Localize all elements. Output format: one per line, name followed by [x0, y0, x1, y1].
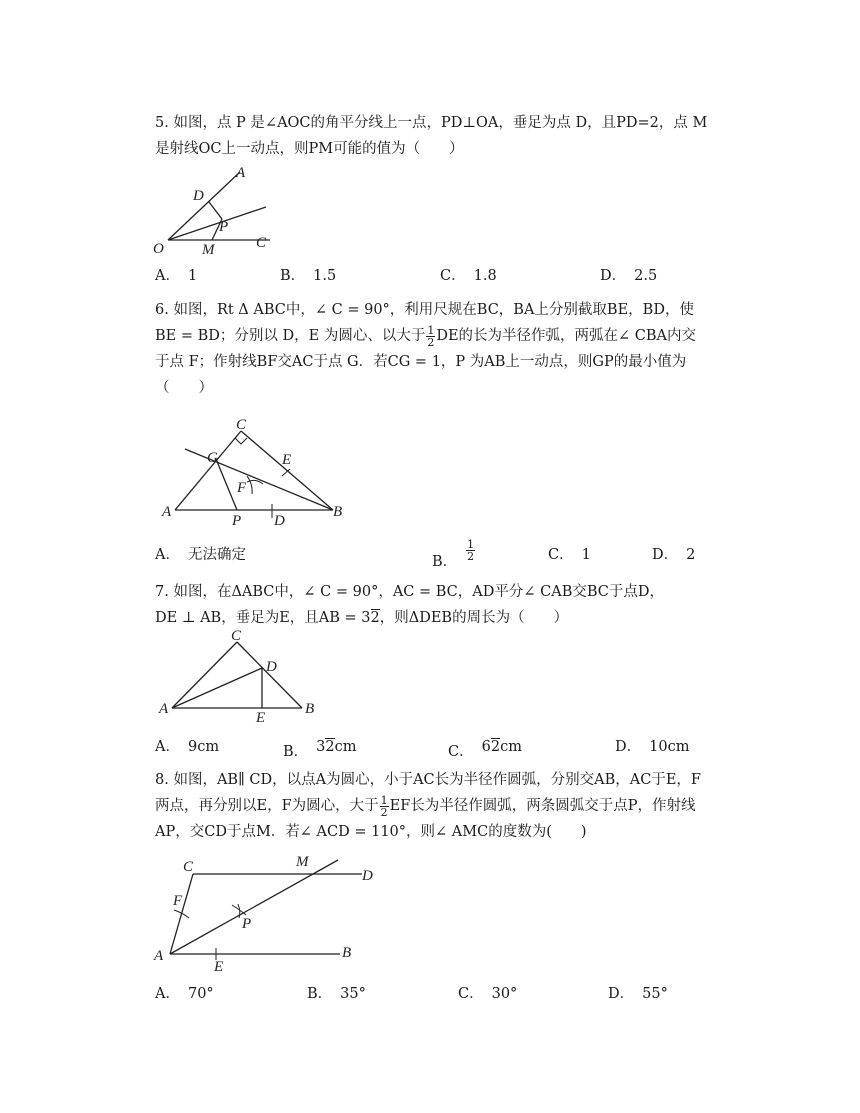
q6-option-d[interactable]: D． 2	[652, 547, 696, 563]
question-5	[155, 110, 725, 162]
q8-label-d: D	[362, 868, 373, 884]
q7-label-c: C	[231, 628, 242, 644]
question-6	[155, 297, 725, 401]
q7-line-2: DE ⊥ AB，垂足为E，且AB = 32，则ΔDEB的周长为（ ）	[155, 610, 569, 626]
q6-label-d: D	[274, 513, 285, 529]
q7-label-e: E	[256, 710, 266, 726]
q6-line-2: BE = BD；分别以 D，E 为圆心、以大于 $\frac{1}{2}$ DE的长为半径作弧，两弧在∠ CBA内交	[155, 323, 697, 349]
q5-label-c: C	[256, 235, 267, 251]
q7-option-d[interactable]: D． 10cm	[615, 739, 690, 755]
q7-label-d: D	[266, 659, 277, 675]
q5-label-m: M	[202, 242, 215, 258]
q5-figure	[150, 160, 290, 260]
q8-option-a[interactable]: A． 70°	[155, 986, 214, 1002]
q8-label-p: P	[242, 916, 252, 932]
q7-option-a[interactable]: A． 9cm	[155, 739, 220, 755]
q6-label-b: B	[333, 504, 343, 520]
q6-label-c: C	[236, 417, 247, 433]
q8-option-b[interactable]: B． 35°	[307, 986, 366, 1002]
q6-line-4: （ ）	[155, 380, 213, 396]
q8-label-b: B	[342, 945, 352, 961]
q6-figure	[155, 412, 355, 532]
q7-option-b[interactable]: B． 32cm	[283, 739, 357, 760]
q6-label-p: P	[232, 513, 242, 529]
q5-line-2: 是射线OC上一动点，则PM可能的值为（ ）	[155, 141, 464, 157]
q5-option-b[interactable]: B． 1.5	[280, 268, 337, 284]
q8-label-f: F	[173, 893, 183, 909]
q8-label-e: E	[214, 959, 224, 975]
q6-label-e: E	[282, 452, 292, 468]
q6-line-1: 6. 如图，Rt Δ ABC中，∠ C = 90°，利用尺规在BC，BA上分别截取BE，BD，使	[155, 302, 694, 318]
q6-label-a: A	[162, 504, 172, 520]
q8-option-c[interactable]: C． 30°	[458, 986, 518, 1002]
q7-figure	[155, 628, 325, 728]
q6-label-g: G	[207, 450, 218, 466]
q8-line-3: AP，交CD于点M．若∠ ACD = 110°，则∠ AMC的度数为( )	[155, 824, 587, 840]
q5-label-a: A	[236, 165, 246, 181]
q5-option-a[interactable]: A． 1	[155, 268, 198, 284]
q8-label-a: A	[154, 948, 164, 964]
q6-label-f: F	[237, 480, 247, 496]
q5-label-d: D	[193, 188, 204, 204]
q6-line-3: 于点 F；作射线BF交AC于点 G．若CG = 1，P 为AB上一动点，则GP的最小值为	[155, 354, 687, 370]
q6-option-b[interactable]: B． $\frac{1}{2}$	[432, 537, 475, 570]
question-7	[155, 579, 725, 631]
q7-line-1: 7. 如图，在ΔABC中，∠ C = 90°，AC = BC，AD平分∠ CAB交BC于点D，	[155, 584, 664, 600]
q5-option-d[interactable]: D． 2.5	[600, 268, 658, 284]
q8-option-d[interactable]: D． 55°	[608, 986, 668, 1002]
q7-option-c[interactable]: C． 62cm	[448, 739, 522, 760]
q5-label-o: O	[153, 241, 164, 257]
q7-label-a: A	[159, 701, 169, 717]
q8-figure	[150, 852, 390, 977]
q8-fraction: $\frac{1}{2}$	[380, 793, 388, 819]
q6-option-a[interactable]: A． 无法确定	[155, 547, 246, 563]
q6-option-c[interactable]: C． 1	[548, 547, 591, 563]
q6-fraction: $\frac{1}{2}$	[427, 323, 435, 349]
q5-line-1: 5. 如图，点 P 是∠AOC的角平分线上一点，PD⊥OA，垂足为点 D，且PD=2，点 M	[155, 115, 708, 131]
q8-line-2: 两点，再分别以E，F为圆心，大于 $\frac{1}{2}$ EF长为半径作圆弧，两条圆弧交于点P，作射线	[155, 793, 696, 819]
q5-option-c[interactable]: C． 1.8	[440, 268, 497, 284]
q7-label-b: B	[305, 701, 315, 717]
q5-label-p: P	[219, 219, 229, 235]
q8-label-c: C	[183, 859, 194, 875]
q8-line-1: 8. 如图，AB∥ CD，以点A为圆心，小于AC长为半径作圆弧，分别交AB，AC于E，F	[155, 772, 701, 788]
question-8	[155, 767, 725, 845]
q8-label-m: M	[296, 854, 309, 870]
